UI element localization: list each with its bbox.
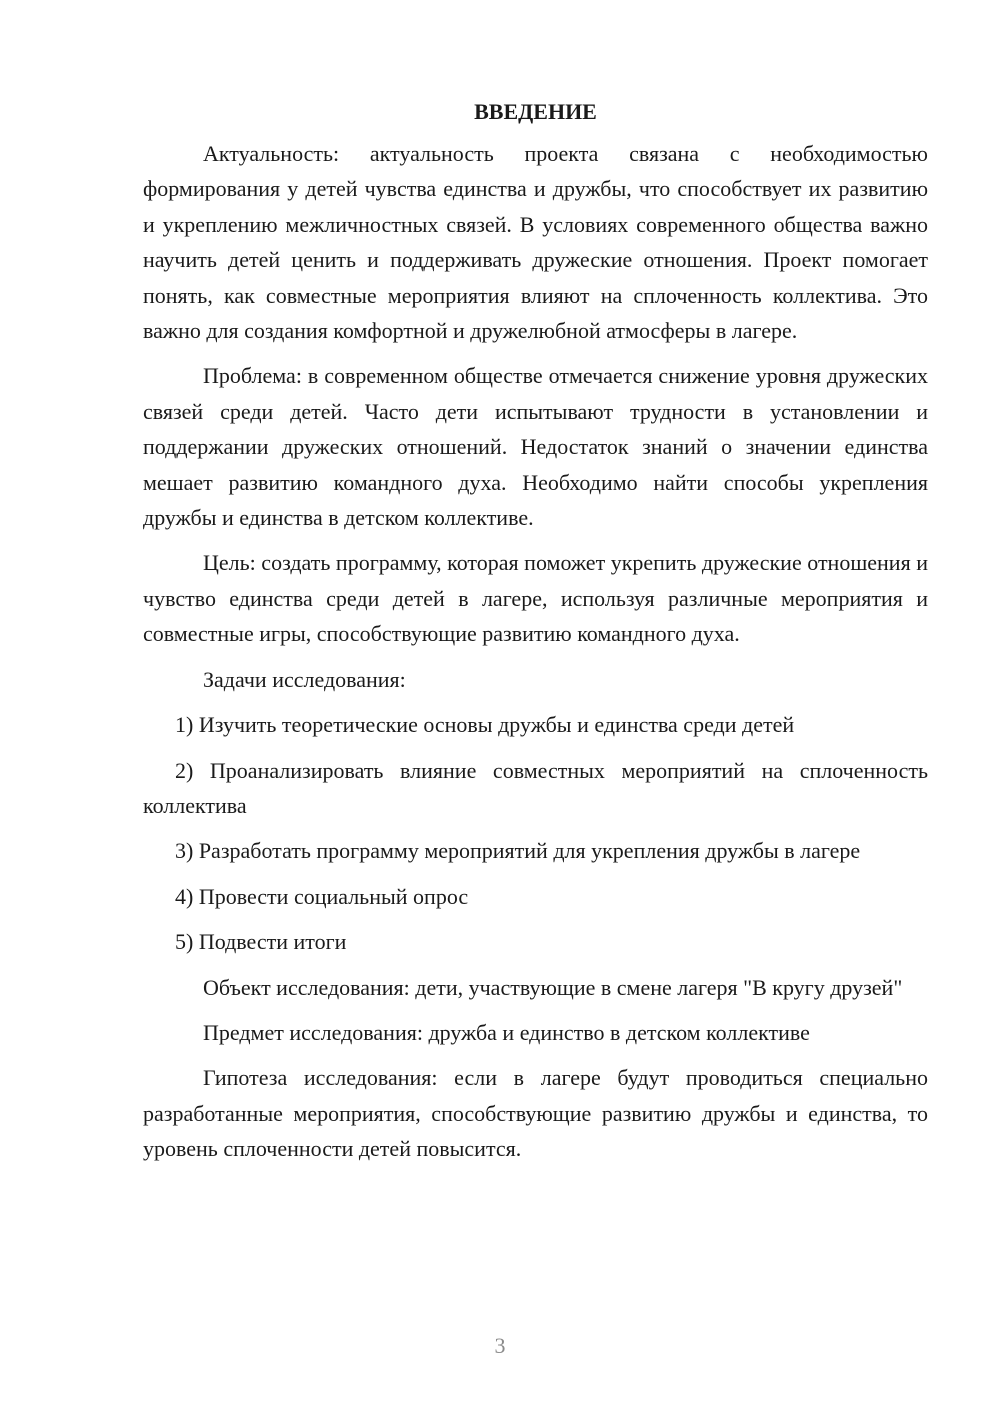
- paragraph-object: Объект исследования: дети, участвующие в смене лагеря "В кругу друзей": [203, 974, 903, 1000]
- paragraph-goal: Цель: создать программу, которая поможет укрепить дружеские отношения и чувство единства среди детей в лагере, используя различные мероприятия и совместные игры, способствующие развитию командного духа.: [143, 550, 928, 647]
- list-item: 5) Подвести итоги: [175, 929, 347, 955]
- page-number: 3: [494, 1333, 506, 1358]
- list-item: 3) Разработать программу мероприятий для укрепления дружбы в лагере: [175, 838, 861, 864]
- paragraph-problem: Проблема: в современном обществе отмечается снижение уровня дружеских связей среди детей. Часто дети испытывают трудности в установлении и поддержании дружеских отношений. Недостаток знаний о значении единства мешает развитию командного духа. Необходимо найти способы укрепления дружбы и единства в детском коллективе.: [143, 363, 928, 531]
- paragraph-subject: Предмет исследования: дружба и единство в детском коллективе: [203, 1019, 810, 1045]
- page-title: ВВЕДЕНИЕ: [474, 99, 597, 124]
- list-item: 2) Проанализировать влияние совместных мероприятий на сплоченность коллектива: [143, 757, 928, 818]
- paragraph-tasks-heading: Задачи исследования:: [203, 666, 406, 692]
- list-item: 1) Изучить теоретические основы дружбы и единства среди детей: [175, 712, 795, 738]
- paragraph-relevance: Актуальность: актуальность проекта связана с необходимостью формирования у детей чувства единства и дружбы, что способствует их развитию и укреплению межличностных связей. В условиях современного общества важно научить детей ценить и поддерживать дружеские отношения. Проект помогает понять, как совместные мероприятия влияют на сплоченность коллектива. Это важно для создания комфортной и дружелюбной атмосферы в лагере.: [143, 141, 928, 344]
- paragraph-hypothesis: Гипотеза исследования: если в лагере будут проводиться специально разработанные мероприятия, способствующие развитию дружбы и единства, то уровень сплоченности детей повысится.: [143, 1065, 928, 1162]
- document-page: [143, 94, 928, 1177]
- list-item: 4) Провести социальный опрос: [175, 883, 469, 909]
